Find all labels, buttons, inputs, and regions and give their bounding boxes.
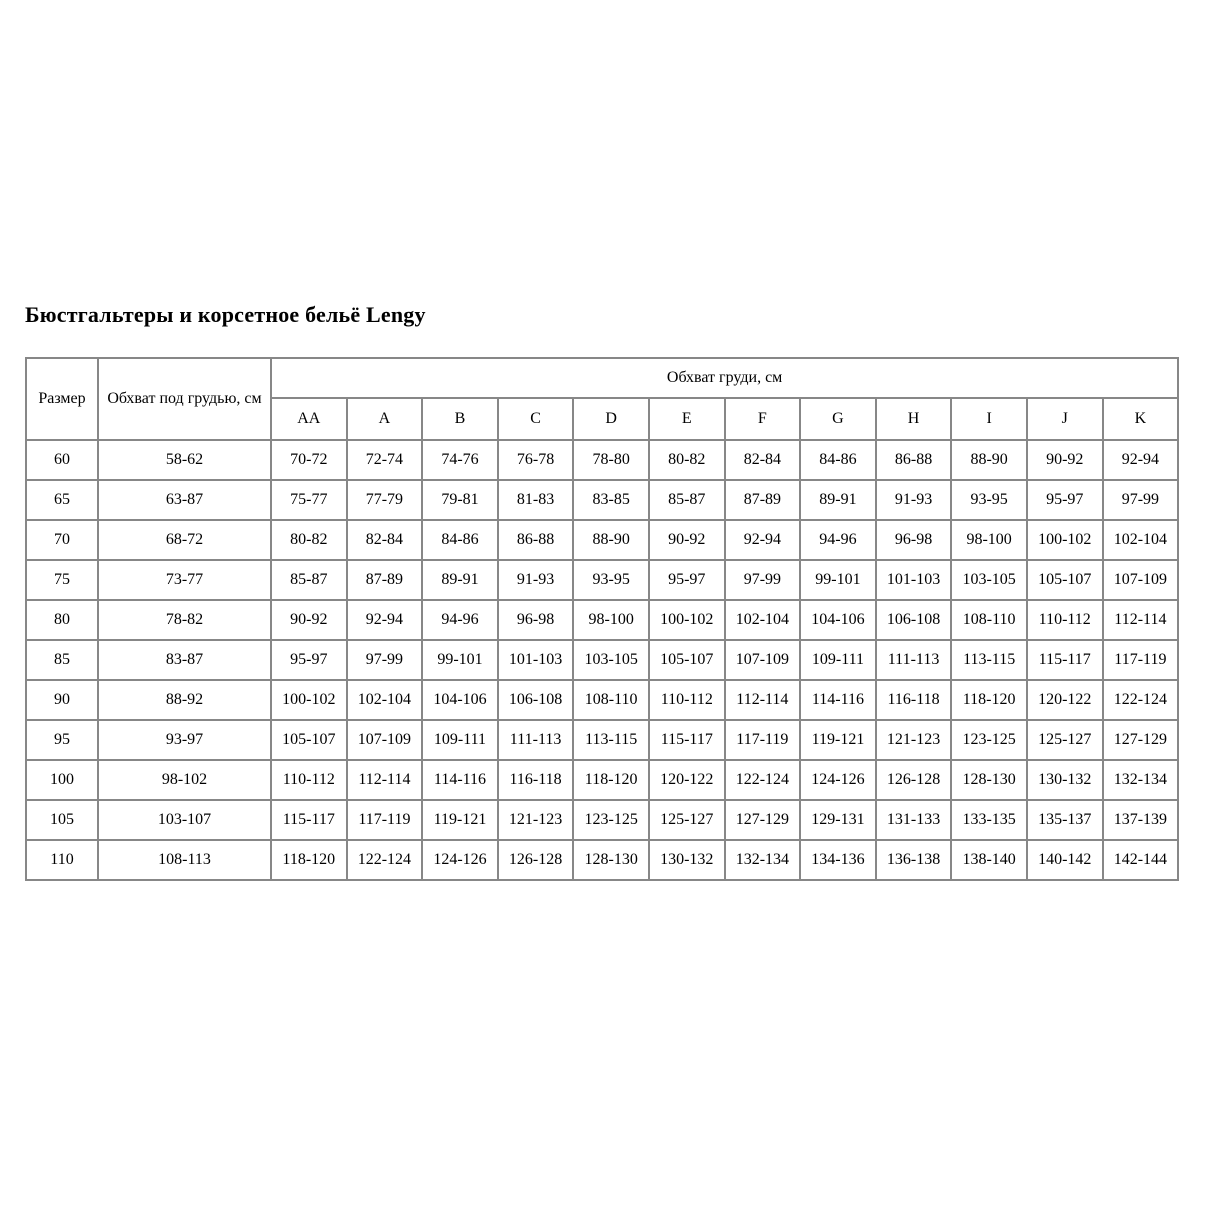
bust-range-cell: 116-118 [876, 680, 952, 720]
bust-range-cell: 111-113 [876, 640, 952, 680]
bust-range-cell: 92-94 [725, 520, 801, 560]
bust-range-cell: 96-98 [498, 600, 574, 640]
cup-header: A [347, 398, 423, 440]
bust-range-cell: 138-140 [951, 840, 1027, 880]
bust-range-cell: 135-137 [1027, 800, 1103, 840]
bust-range-cell: 102-104 [725, 600, 801, 640]
cup-header: K [1103, 398, 1179, 440]
underbust-cell: 83-87 [98, 640, 271, 680]
bust-range-cell: 120-122 [649, 760, 725, 800]
bust-header-row [26, 358, 1178, 398]
bust-range-cell: 105-107 [649, 640, 725, 680]
bust-range-cell: 126-128 [498, 840, 574, 880]
table-row [26, 760, 1178, 800]
table-row [26, 640, 1178, 680]
bust-range-cell: 90-92 [271, 600, 347, 640]
bust-range-cell: 116-118 [498, 760, 574, 800]
bust-range-cell: 123-125 [951, 720, 1027, 760]
underbust-cell: 98-102 [98, 760, 271, 800]
bust-range-cell: 128-130 [573, 840, 649, 880]
bust-range-cell: 76-78 [498, 440, 574, 480]
size-cell: 60 [26, 440, 98, 480]
bust-range-cell: 125-127 [1027, 720, 1103, 760]
bust-range-cell: 112-114 [725, 680, 801, 720]
bust-range-cell: 119-121 [800, 720, 876, 760]
bust-range-cell: 74-76 [422, 440, 498, 480]
cup-header: F [725, 398, 801, 440]
bust-range-cell: 100-102 [271, 680, 347, 720]
bust-range-cell: 118-120 [271, 840, 347, 880]
bust-range-cell: 137-139 [1103, 800, 1179, 840]
bust-range-cell: 102-104 [347, 680, 423, 720]
size-cell: 110 [26, 840, 98, 880]
cup-header: I [951, 398, 1027, 440]
bust-range-cell: 132-134 [725, 840, 801, 880]
bust-range-cell: 94-96 [422, 600, 498, 640]
bust-range-cell: 110-112 [271, 760, 347, 800]
bust-range-cell: 88-90 [951, 440, 1027, 480]
bust-header: Обхват груди, см [271, 358, 1178, 398]
bust-range-cell: 101-103 [498, 640, 574, 680]
cup-header: AA [271, 398, 347, 440]
page-title: Бюстгальтеры и корсетное бельё Lengy [25, 302, 426, 327]
table-row [26, 560, 1178, 600]
bust-range-cell: 100-102 [1027, 520, 1103, 560]
bust-range-cell: 80-82 [649, 440, 725, 480]
bust-range-cell: 132-134 [1103, 760, 1179, 800]
underbust-cell: 108-113 [98, 840, 271, 880]
bust-range-cell: 111-113 [498, 720, 574, 760]
bust-range-cell: 115-117 [1027, 640, 1103, 680]
bust-range-cell: 121-123 [876, 720, 952, 760]
bust-range-cell: 92-94 [1103, 440, 1179, 480]
bust-range-cell: 97-99 [347, 640, 423, 680]
bust-range-cell: 113-115 [573, 720, 649, 760]
bust-range-cell: 77-79 [347, 480, 423, 520]
bust-range-cell: 107-109 [347, 720, 423, 760]
bust-range-cell: 86-88 [876, 440, 952, 480]
bust-range-cell: 97-99 [1103, 480, 1179, 520]
bust-range-cell: 98-100 [573, 600, 649, 640]
table-row [26, 800, 1178, 840]
bust-range-cell: 107-109 [1103, 560, 1179, 600]
bust-range-cell: 96-98 [876, 520, 952, 560]
bust-range-cell: 95-97 [649, 560, 725, 600]
bust-range-cell: 115-117 [271, 800, 347, 840]
size-cell: 80 [26, 600, 98, 640]
bust-range-cell: 81-83 [498, 480, 574, 520]
bust-range-cell: 107-109 [725, 640, 801, 680]
bust-range-cell: 117-119 [347, 800, 423, 840]
bust-range-cell: 114-116 [800, 680, 876, 720]
bust-range-cell: 108-110 [951, 600, 1027, 640]
bust-range-cell: 118-120 [951, 680, 1027, 720]
bust-range-cell: 72-74 [347, 440, 423, 480]
bust-range-cell: 70-72 [271, 440, 347, 480]
bust-range-cell: 110-112 [1027, 600, 1103, 640]
underbust-cell: 58-62 [98, 440, 271, 480]
cup-header: G [800, 398, 876, 440]
bust-range-cell: 127-129 [1103, 720, 1179, 760]
bust-range-cell: 105-107 [271, 720, 347, 760]
bust-range-cell: 119-121 [422, 800, 498, 840]
bust-range-cell: 82-84 [347, 520, 423, 560]
bust-range-cell: 142-144 [1103, 840, 1179, 880]
bust-range-cell: 122-124 [1103, 680, 1179, 720]
size-cell: 90 [26, 680, 98, 720]
size-cell: 100 [26, 760, 98, 800]
bust-range-cell: 84-86 [422, 520, 498, 560]
size-cell: 85 [26, 640, 98, 680]
table-row [26, 720, 1178, 760]
size-cell: 75 [26, 560, 98, 600]
table-row [26, 480, 1178, 520]
bust-range-cell: 122-124 [725, 760, 801, 800]
bust-range-cell: 120-122 [1027, 680, 1103, 720]
bust-range-cell: 118-120 [573, 760, 649, 800]
bust-range-cell: 126-128 [876, 760, 952, 800]
bust-range-cell: 122-124 [347, 840, 423, 880]
bust-range-cell: 79-81 [422, 480, 498, 520]
table-row [26, 520, 1178, 560]
bust-range-cell: 93-95 [573, 560, 649, 600]
bust-range-cell: 131-133 [876, 800, 952, 840]
bust-range-cell: 110-112 [649, 680, 725, 720]
bust-range-cell: 112-114 [1103, 600, 1179, 640]
bust-range-cell: 140-142 [1027, 840, 1103, 880]
bust-range-cell: 117-119 [1103, 640, 1179, 680]
bust-range-cell: 88-90 [573, 520, 649, 560]
bust-range-cell: 98-100 [951, 520, 1027, 560]
cup-header: B [422, 398, 498, 440]
bust-range-cell: 136-138 [876, 840, 952, 880]
bust-range-cell: 87-89 [725, 480, 801, 520]
bust-range-cell: 134-136 [800, 840, 876, 880]
bust-range-cell: 121-123 [498, 800, 574, 840]
bust-range-cell: 91-93 [876, 480, 952, 520]
bust-range-cell: 95-97 [1027, 480, 1103, 520]
table-row [26, 840, 1178, 880]
size-cell: 95 [26, 720, 98, 760]
underbust-header: Обхват под грудью, см [98, 358, 271, 440]
bust-range-cell: 82-84 [725, 440, 801, 480]
bust-range-cell: 130-132 [649, 840, 725, 880]
size-table-body [26, 440, 1178, 880]
underbust-cell: 78-82 [98, 600, 271, 640]
cup-header: D [573, 398, 649, 440]
bust-range-cell: 105-107 [1027, 560, 1103, 600]
bust-range-cell: 102-104 [1103, 520, 1179, 560]
bust-range-cell: 115-117 [649, 720, 725, 760]
size-header: Размер [26, 358, 98, 440]
cup-header: J [1027, 398, 1103, 440]
bust-range-cell: 109-111 [422, 720, 498, 760]
bust-range-cell: 123-125 [573, 800, 649, 840]
bust-range-cell: 97-99 [725, 560, 801, 600]
underbust-cell: 68-72 [98, 520, 271, 560]
bust-range-cell: 129-131 [800, 800, 876, 840]
bust-range-cell: 106-108 [876, 600, 952, 640]
bust-range-cell: 112-114 [347, 760, 423, 800]
bust-range-cell: 100-102 [649, 600, 725, 640]
table-row [26, 680, 1178, 720]
size-table [25, 357, 1179, 881]
bust-range-cell: 104-106 [800, 600, 876, 640]
bust-range-cell: 125-127 [649, 800, 725, 840]
underbust-cell: 63-87 [98, 480, 271, 520]
bust-range-cell: 106-108 [498, 680, 574, 720]
cup-header: E [649, 398, 725, 440]
underbust-cell: 93-97 [98, 720, 271, 760]
size-cell: 70 [26, 520, 98, 560]
bust-range-cell: 91-93 [498, 560, 574, 600]
bust-range-cell: 95-97 [271, 640, 347, 680]
table-row [26, 600, 1178, 640]
bust-range-cell: 103-105 [951, 560, 1027, 600]
bust-range-cell: 124-126 [800, 760, 876, 800]
cup-header: C [498, 398, 574, 440]
bust-range-cell: 124-126 [422, 840, 498, 880]
bust-range-cell: 113-115 [951, 640, 1027, 680]
bust-range-cell: 80-82 [271, 520, 347, 560]
bust-range-cell: 130-132 [1027, 760, 1103, 800]
bust-range-cell: 99-101 [800, 560, 876, 600]
bust-range-cell: 85-87 [649, 480, 725, 520]
bust-range-cell: 90-92 [1027, 440, 1103, 480]
bust-range-cell: 90-92 [649, 520, 725, 560]
bust-range-cell: 92-94 [347, 600, 423, 640]
bust-range-cell: 127-129 [725, 800, 801, 840]
cup-header: H [876, 398, 952, 440]
bust-range-cell: 75-77 [271, 480, 347, 520]
bust-range-cell: 89-91 [800, 480, 876, 520]
size-cell: 65 [26, 480, 98, 520]
bust-range-cell: 86-88 [498, 520, 574, 560]
bust-range-cell: 84-86 [800, 440, 876, 480]
bust-range-cell: 87-89 [347, 560, 423, 600]
bust-range-cell: 133-135 [951, 800, 1027, 840]
bust-range-cell: 94-96 [800, 520, 876, 560]
table-row [26, 440, 1178, 480]
bust-range-cell: 101-103 [876, 560, 952, 600]
underbust-cell: 88-92 [98, 680, 271, 720]
bust-range-cell: 85-87 [271, 560, 347, 600]
bust-range-cell: 104-106 [422, 680, 498, 720]
underbust-cell: 103-107 [98, 800, 271, 840]
bust-range-cell: 128-130 [951, 760, 1027, 800]
size-table-head [26, 358, 1178, 440]
bust-range-cell: 78-80 [573, 440, 649, 480]
size-cell: 105 [26, 800, 98, 840]
bust-range-cell: 109-111 [800, 640, 876, 680]
bust-range-cell: 103-105 [573, 640, 649, 680]
bust-range-cell: 114-116 [422, 760, 498, 800]
bust-range-cell: 117-119 [725, 720, 801, 760]
bust-range-cell: 89-91 [422, 560, 498, 600]
underbust-cell: 73-77 [98, 560, 271, 600]
bust-range-cell: 108-110 [573, 680, 649, 720]
bust-range-cell: 93-95 [951, 480, 1027, 520]
bust-range-cell: 83-85 [573, 480, 649, 520]
bust-range-cell: 99-101 [422, 640, 498, 680]
